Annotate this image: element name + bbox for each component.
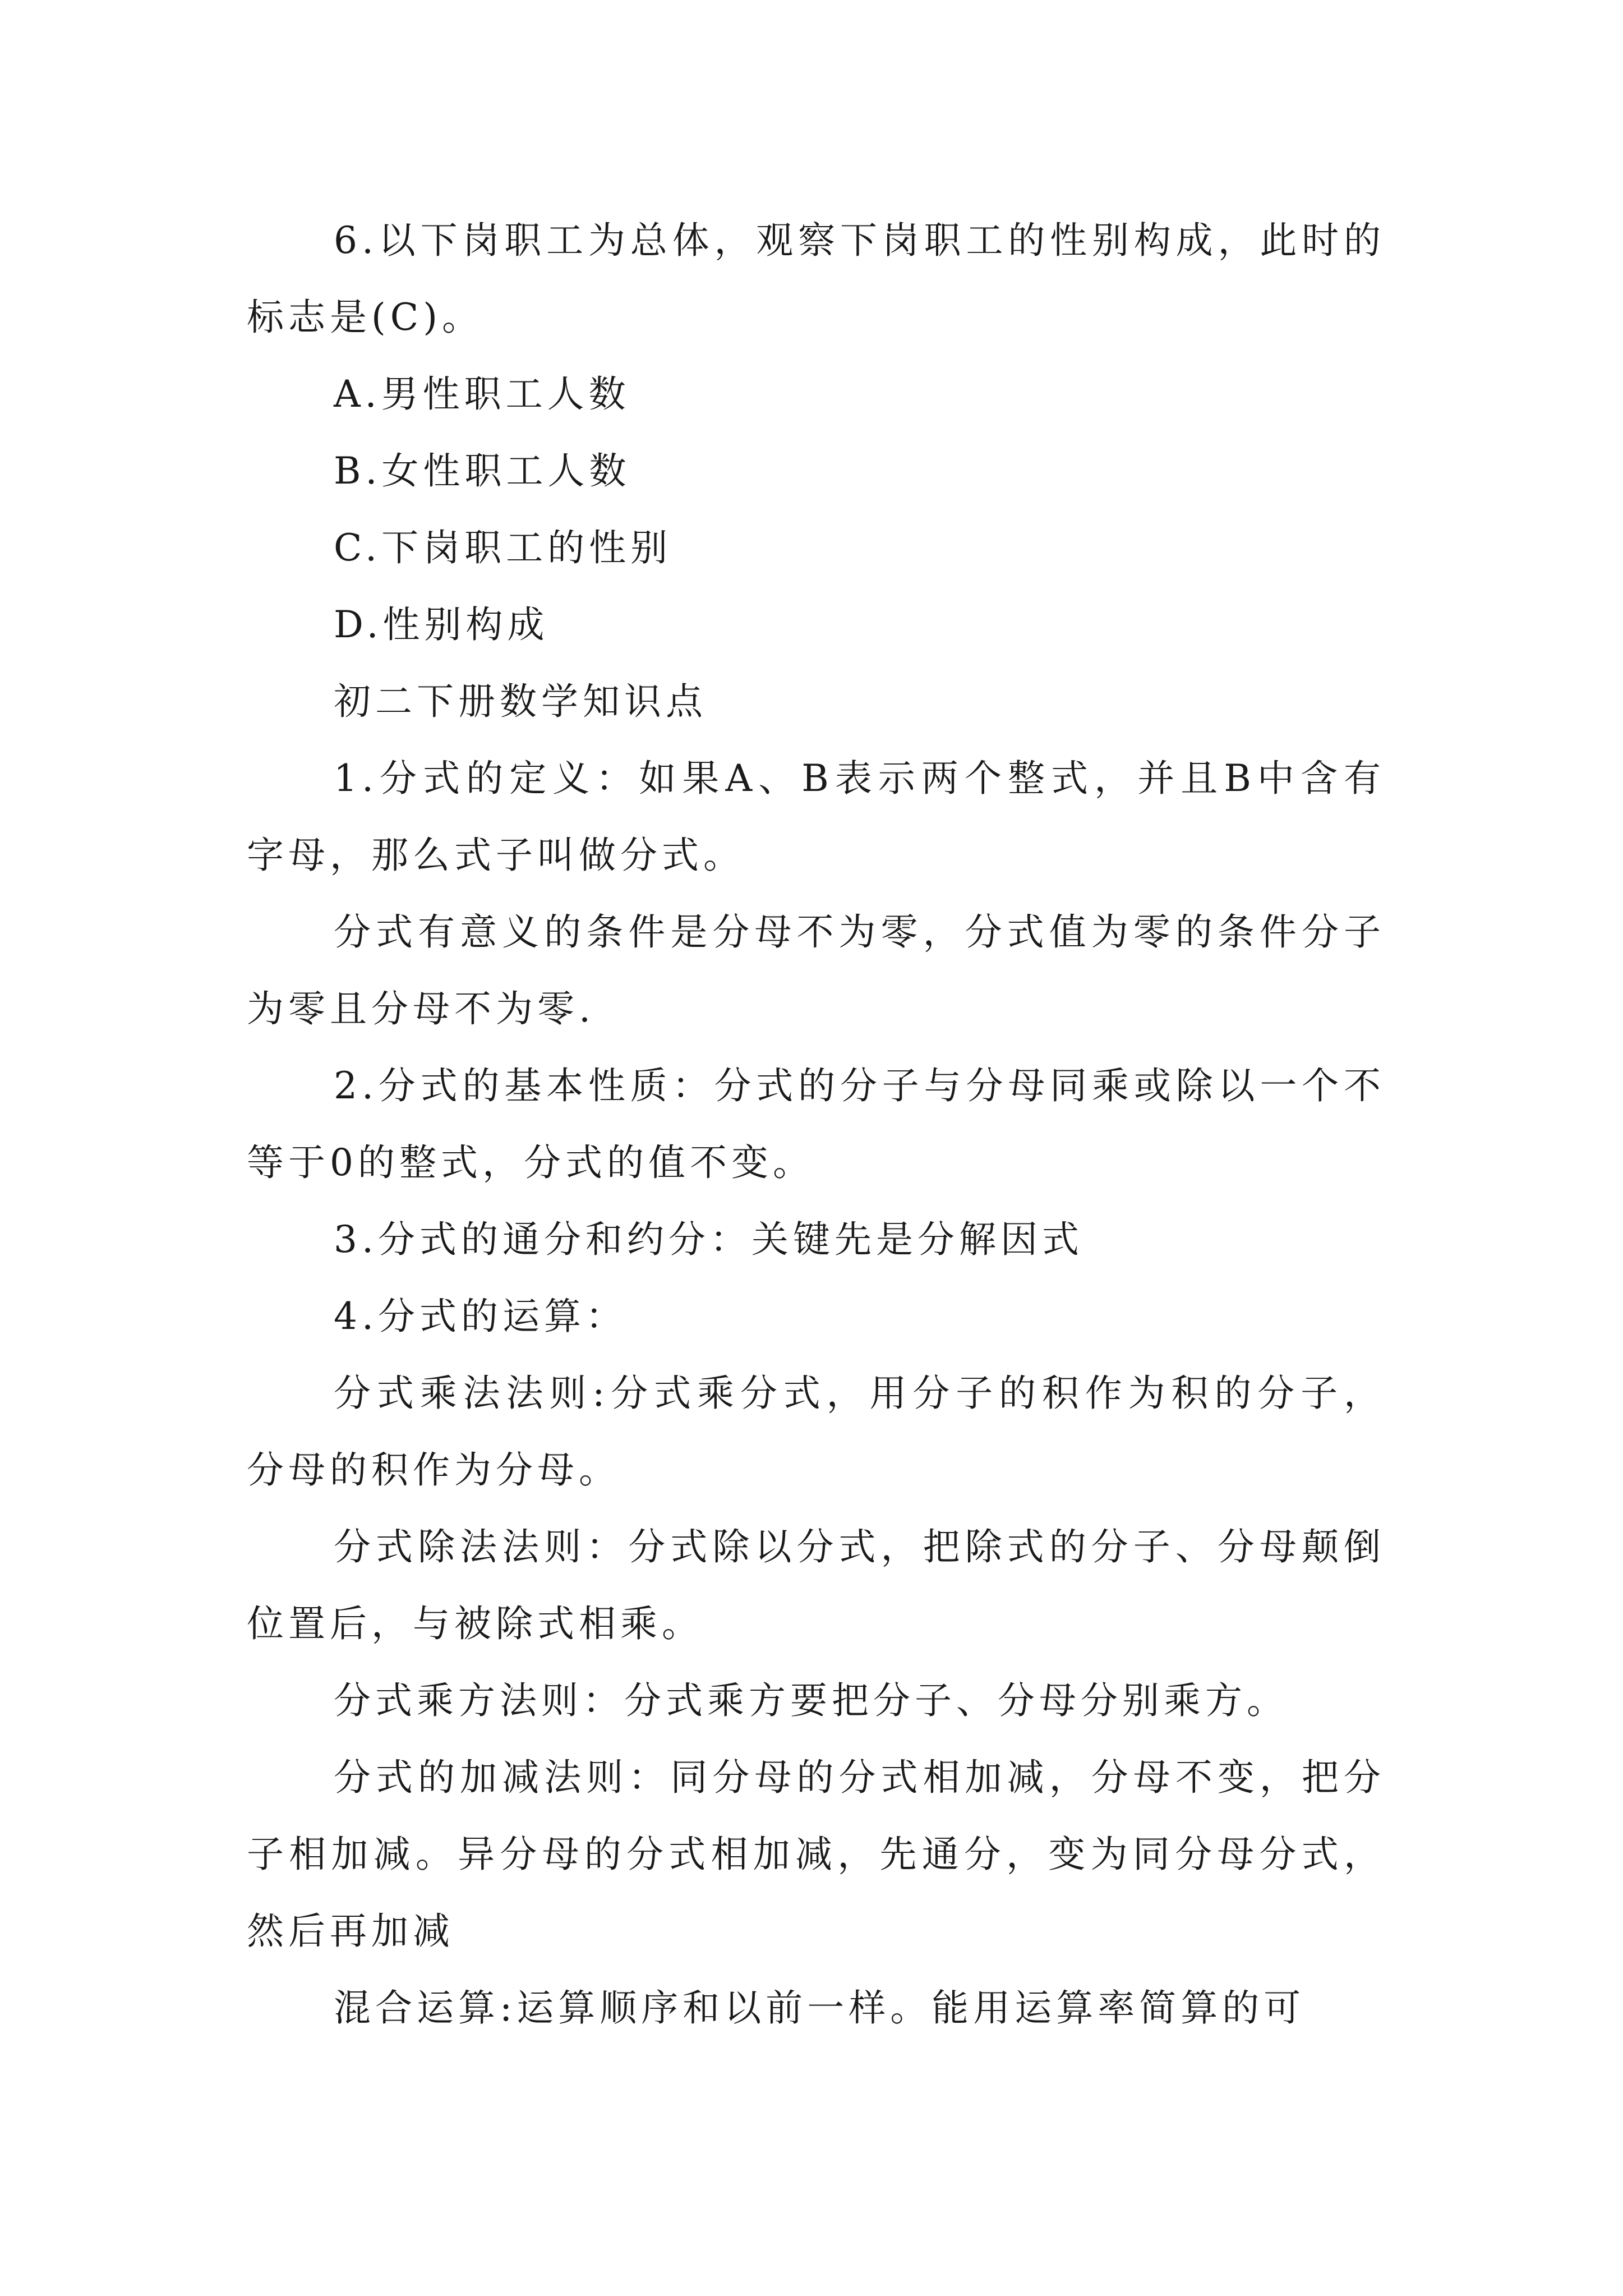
division-rule: 分式除法法则：分式除以分式，把除式的分子、分母颠倒位置后，与被除式相乘。 bbox=[247, 1525, 1385, 1645]
fraction-operations: 4.分式的运算： bbox=[334, 1295, 627, 1338]
option-b: B.女性职工人数 bbox=[334, 449, 631, 493]
fraction-reduction: 3.分式的通分和约分：关键先是分解因式 bbox=[334, 1218, 1083, 1261]
fraction-definition: 1.分式的定义：如果A、B表示两个整式，并且B中含有字母，那么式子叫做分式。 bbox=[247, 757, 1385, 877]
question-stem: 6.以下岗职工为总体，观察下岗职工的性别构成，此时的标志是(C)。 bbox=[247, 219, 1385, 339]
multiplication-rule: 分式乘法法则:分式乘分式，用分子的积作为积的分子，分母的积作为分母。 bbox=[247, 1372, 1385, 1492]
addition-subtraction-rule: 分式的加减法则：同分母的分式相加减，分母不变，把分子相加减。异分母的分式相加减，先通分，变为同分母分式，然后再加减 bbox=[247, 1756, 1385, 1953]
section-heading: 初二下册数学知识点 bbox=[334, 680, 707, 723]
fraction-condition: 分式有意义的条件是分母不为零，分式值为零的条件分子为零且分母不为零. bbox=[247, 910, 1385, 1030]
power-rule: 分式乘方法则：分式乘方要把分子、分母分别乘方。 bbox=[334, 1679, 1288, 1722]
mixed-operations: 混合运算:运算顺序和以前一样。能用运算率简算的可 bbox=[334, 1986, 1306, 2030]
option-a: A.男性职工人数 bbox=[334, 372, 630, 416]
document-body bbox=[247, 202, 1385, 2046]
option-c: C.下岗职工的性别 bbox=[334, 526, 672, 569]
option-d: D.性别构成 bbox=[334, 603, 549, 646]
fraction-basic-property: 2.分式的基本性质：分式的分子与分母同乘或除以一个不等于0的整式，分式的值不变。 bbox=[247, 1064, 1385, 1184]
